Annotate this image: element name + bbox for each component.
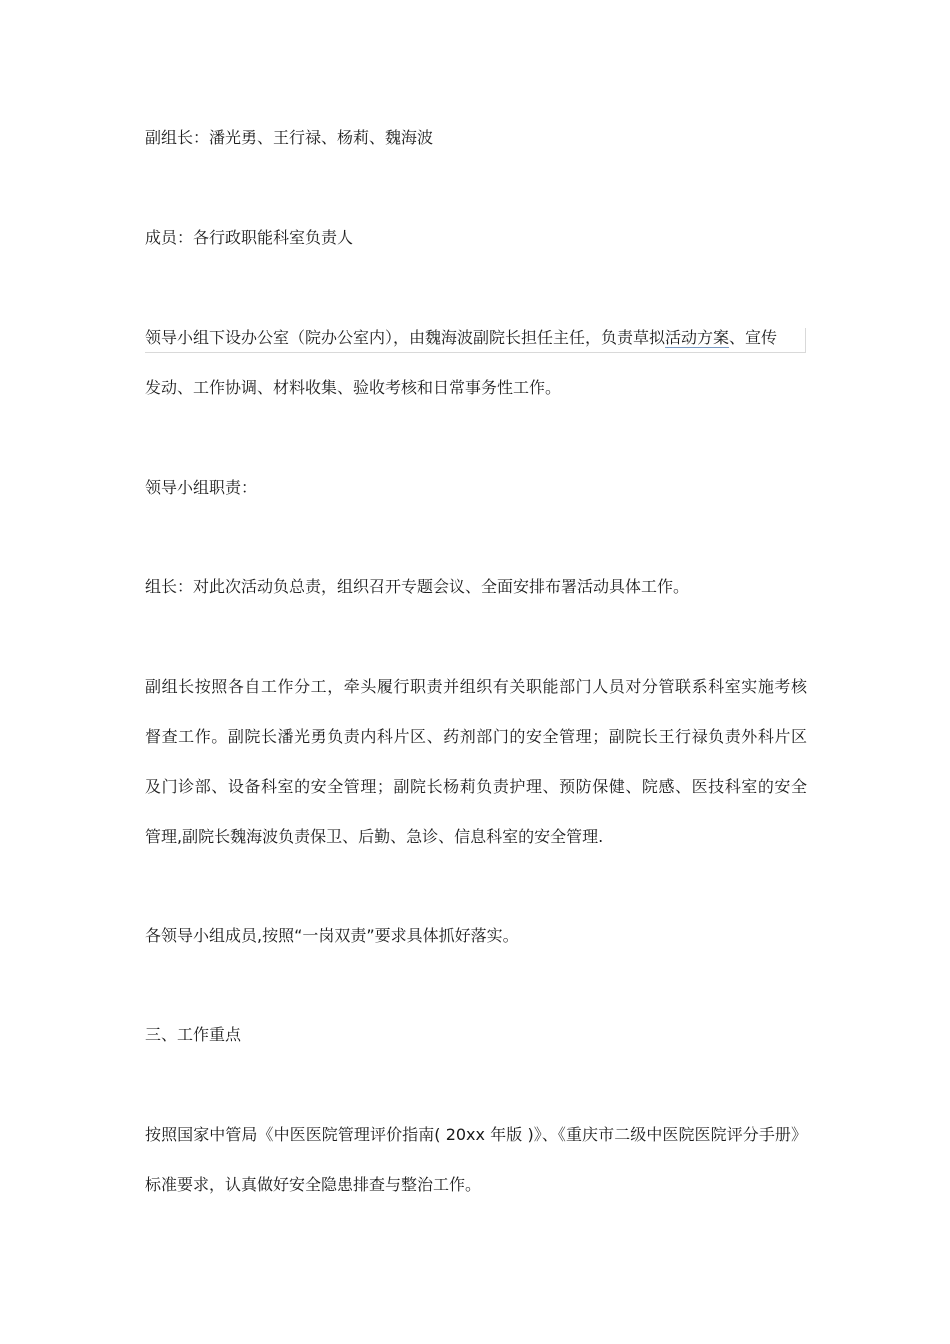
focus-line-2: 标准要求，认真做好安全隐患排查与整治工作。 [145,1175,482,1194]
focus-line-1: 按照国家中管局《中医医院管理评价指南( 20xx 年版 )》、《重庆市二级中医院医院评分手册》 [145,1125,807,1144]
office-paragraph-line-2: 发动、工作协调、材料收集、验收考核和日常事务性工作。 [145,378,562,397]
members-line: 成员：各行政职能科室负责人 [145,228,354,247]
members-duty-line: 各领导小组成员,按照“一岗双责”要求具体抓好落实。 [145,926,519,945]
activity-plan-link[interactable]: 活动方案 [665,328,730,347]
deputy-leaders-line: 副组长：潘光勇、王行禄、杨莉、魏海波 [145,128,434,147]
deputy-duty-line-3: 及门诊部、设备科室的安全管理；副院长杨莉负责护理、预防保健、院感、医技科室的安全 [145,777,807,796]
office-paragraph-line-1 [145,328,806,353]
deputy-duty-line-1: 副组长按照各自工作分工，牵头履行职责并组织有关职能部门人员对分管联系科室实施考核 [145,677,807,696]
deputy-duty-line-2: 督查工作。副院长潘光勇负责内科片区、药剂部门的安全管理；副院长王行禄负责外科片区 [145,727,807,746]
deputy-duty-line-4: 管理,副院长魏海波负责保卫、后勤、急诊、信息科室的安全管理. [145,827,604,846]
office-text-part-1: 领导小组下设办公室（院办公室内），由魏海波副院长担任主任，负责草拟 [145,328,666,347]
section-three-heading: 三、工作重点 [145,1025,242,1044]
duties-heading: 领导小组职责： [145,478,258,497]
leader-duty-line: 组长：对此次活动负总责，组织召开专题会议、全面安排布署活动具体工作。 [145,577,690,596]
office-text-part-2: 、宣传 [729,328,778,347]
